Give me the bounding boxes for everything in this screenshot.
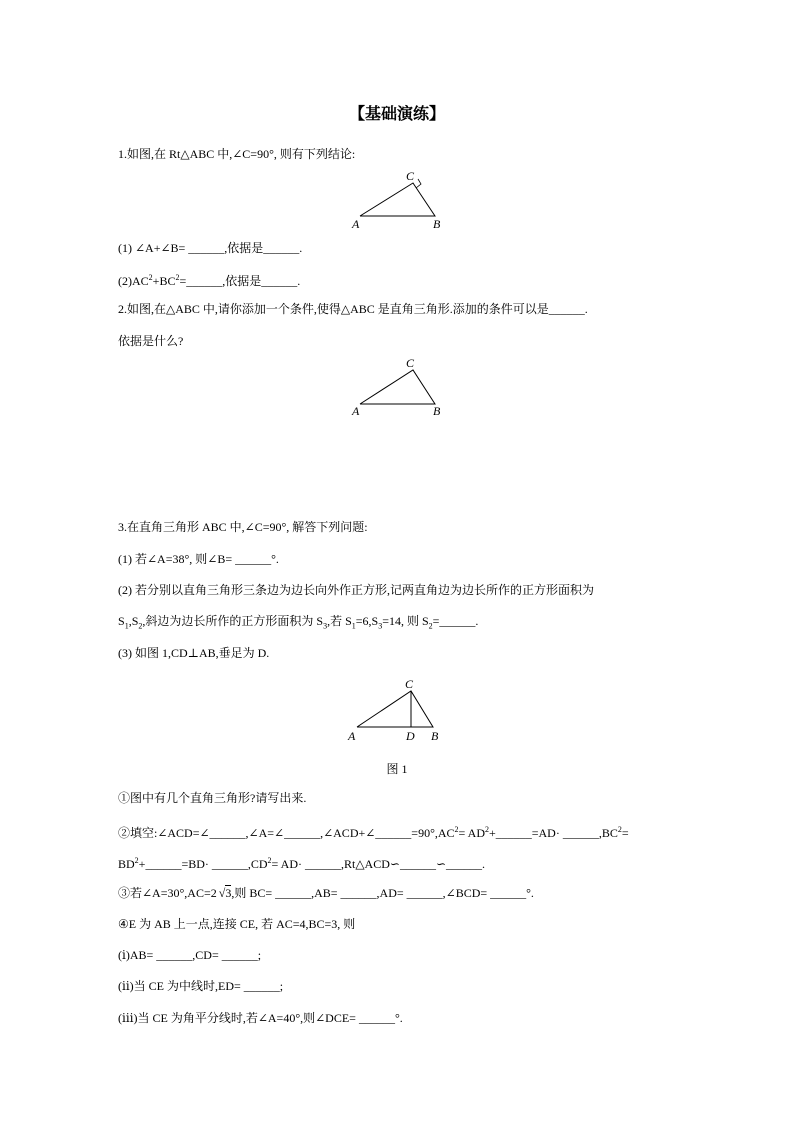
q3-triangle — [357, 691, 433, 727]
q1-s2-mid: +BC — [152, 274, 176, 288]
q3-c2-sq2: 2 — [484, 825, 489, 834]
q3-c3-root: 3 — [225, 886, 232, 900]
q3-c2l2-c: = AD· ______,Rt△ACD∽______∽______. — [271, 857, 485, 871]
q3-part-2-line-1: (2) 若分别以直角三角形三条边为边长向外作正方形,记两直角边为边长所作的正方形面积为 — [118, 583, 594, 597]
q2-label-a: A — [352, 404, 360, 418]
q3-p2-g: =______. — [432, 614, 479, 628]
q2-stem: 2.如图,在△ABC 中,请你添加一个条件,使得△ABC 是直角三角形.添加的条件可以是______. — [118, 302, 588, 316]
q3-c3-b: ,则 BC= ______,AB= ______,AD= ______,∠BCD= ______°. — [231, 886, 534, 900]
q3-part-3: (3) 如图 1,CD⊥AB,垂足为 D. — [118, 646, 270, 660]
q3-p2-e: =6,S — [355, 614, 379, 628]
q2-triangle-figure — [350, 355, 450, 419]
sqrt-sign: √ — [218, 886, 226, 900]
q2-label-b: B — [433, 404, 441, 418]
q3-p2-c: ,斜边为边长所作的正方形面积为 S — [142, 614, 324, 628]
q3-c2-b: = AD — [458, 826, 485, 840]
q3-c2-a: ②填空:∠ACD=∠______,∠A=∠______,∠ACD+∠______=90°,AC — [118, 826, 455, 840]
q3-sub-3 — [118, 885, 534, 901]
q1-triangle-figure — [350, 168, 450, 232]
q3-c2-c: +______=AD· ______,BC — [488, 826, 618, 840]
q3-c2l2-sq2: 2 — [267, 856, 272, 865]
q1-s2-pre: (2)AC — [118, 274, 149, 288]
q1-s2-sq1: 2 — [148, 273, 153, 282]
q3-sub-4-i: (ⅰ)AB= ______,CD= ______; — [118, 948, 262, 962]
q3-sub-2-line-2 — [118, 853, 485, 872]
figure-1-caption: 图 1 — [386, 762, 408, 776]
q3-stem: 3.在直角三角形 ABC 中,∠C=90°, 解答下列问题: — [118, 520, 368, 534]
q3-p2-sub1b: 1 — [351, 621, 356, 631]
q1-label-b: B — [433, 217, 441, 231]
q3-c2l2-sq1: 2 — [134, 856, 139, 865]
q3-label-a: A — [348, 729, 356, 743]
q3-p2-d: ,若 S — [327, 614, 352, 628]
q3-p2-f: =14, 则 S — [382, 614, 429, 628]
q3-label-c: C — [405, 677, 414, 691]
q1-statement-2 — [118, 270, 300, 289]
q1-s2-sq2: 2 — [175, 273, 180, 282]
q3-p2-sub3: 3 — [323, 621, 328, 631]
q3-p2-sub2b: 2 — [428, 621, 433, 631]
q3-sub-4-iii: (ⅲ)当 CE 为角平分线时,若∠A=40°,则∠DCE= ______°. — [118, 1011, 403, 1025]
q2-line-2: 依据是什么? — [118, 334, 184, 348]
q1-label-c: C — [406, 169, 415, 183]
q1-s2-post: =______,依据是______. — [179, 274, 301, 288]
q3-p2-sub3b: 3 — [378, 621, 383, 631]
q3-part-2-line-2 — [118, 613, 478, 634]
q3-p2-s: S — [118, 614, 125, 628]
q3-c2l2-a: BD — [118, 857, 135, 871]
q3-p2-sub1: 1 — [124, 621, 129, 631]
q3-c2l2-b: +______=BD· ______,CD — [138, 857, 268, 871]
q3-c2-sq1: 2 — [454, 825, 459, 834]
q2-triangle — [360, 370, 435, 404]
q3-label-b: B — [431, 729, 439, 743]
q3-sub-4-ii: (ⅱ)当 CE 为中线时,ED= ______; — [118, 979, 284, 993]
q1-stem: 1.如图,在 Rt△ABC 中,∠C=90°, 则有下列结论: — [118, 147, 356, 161]
q3-figure-1 — [345, 674, 455, 746]
q1-statement-1: (1) ∠A+∠B= ______,依据是______. — [118, 241, 303, 255]
q3-c2-sq3: 2 — [617, 825, 622, 834]
q1-triangle — [360, 183, 435, 216]
q3-c3-a: ③若∠A=30°,AC=2 — [118, 886, 217, 900]
q3-sub-2-line-1 — [118, 822, 629, 841]
q3-p2-sub2: 2 — [138, 621, 143, 631]
q3-p2-b: ,S — [128, 614, 139, 628]
q3-label-d: D — [406, 729, 415, 743]
q1-label-a: A — [352, 217, 360, 231]
q3-c2-d: = — [621, 826, 629, 840]
q2-label-c: C — [406, 356, 415, 370]
q3-part-1: (1) 若∠A=38°, 则∠B= ______°. — [118, 552, 279, 566]
q3-sub-4: ④E 为 AB 上一点,连接 CE, 若 AC=4,BC=3, 则 — [118, 917, 356, 931]
q1-right-angle-mark — [416, 179, 421, 188]
q3-sub-1: ①图中有几个直角三角形?请写出来. — [118, 791, 307, 805]
section-title: 【基础演练】 — [348, 106, 445, 123]
